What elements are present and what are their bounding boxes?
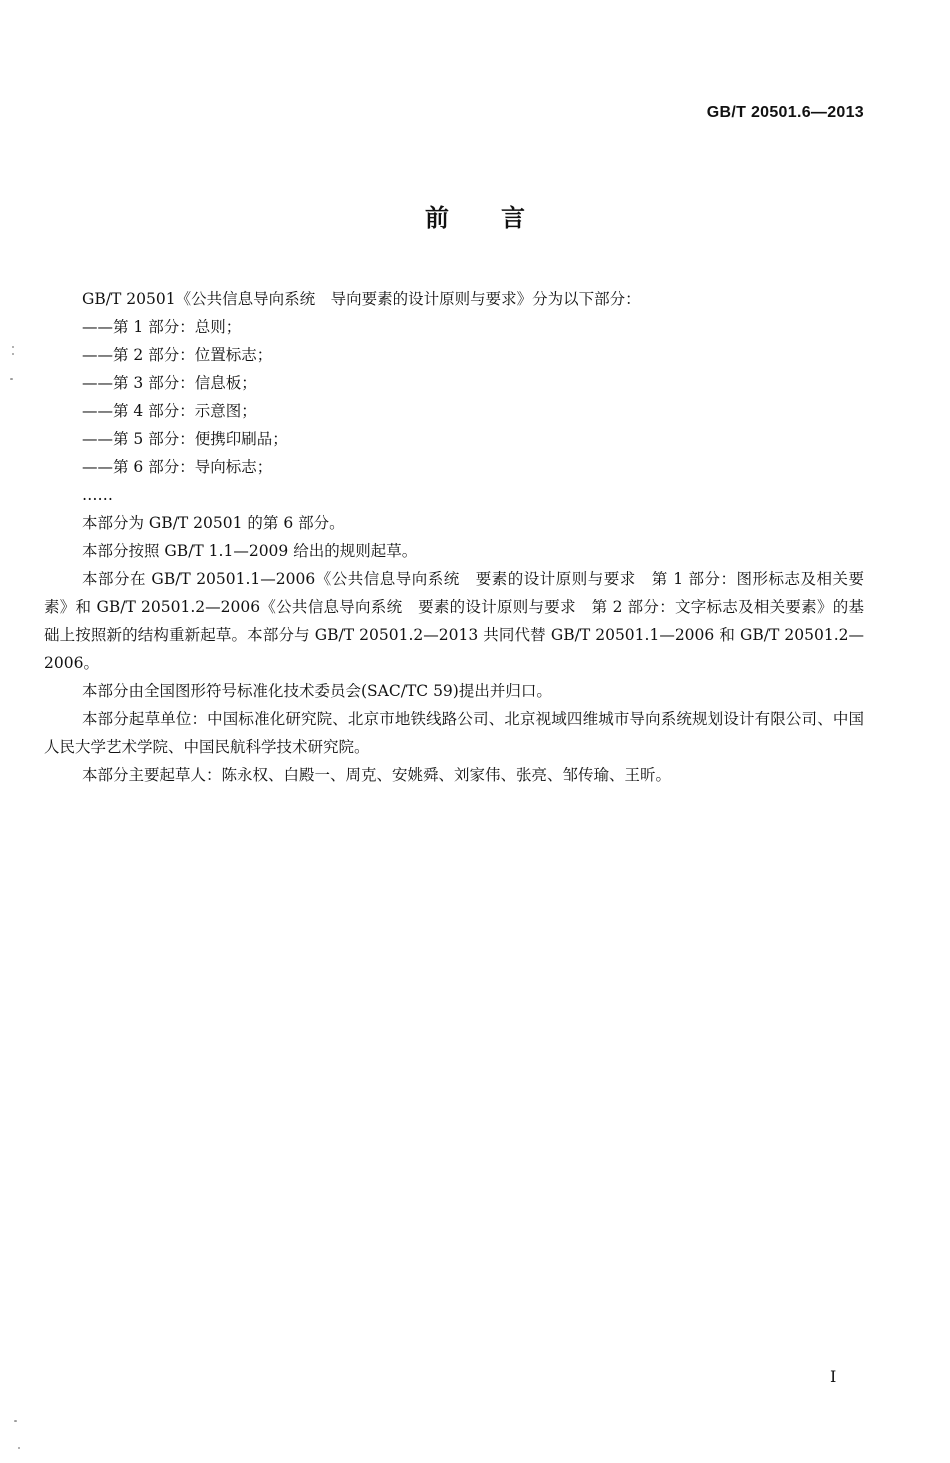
standard-code: GB/T 20501.6—2013	[706, 104, 864, 121]
scan-speck	[12, 346, 14, 348]
scan-speck	[12, 353, 14, 355]
foreword-body	[44, 285, 864, 789]
part-list-item: ——第 3 部分：信息板；	[82, 374, 257, 392]
paragraph-drafters: 本部分主要起草人：陈永权、白殿一、周克、安姚舜、刘家伟、张亮、邹传瑜、王昕。	[82, 766, 672, 784]
paragraph-replacement: 本部分在 GB/T 20501.1—2006《公共信息导向系统 要素的设计原则与要求 第 1 部分：图形标志及相关要素》和 GB/T 20501.2—2006《公共信息导向系统 要素的设计原则与要求 第 2 部分：文字标志及相关要素》的基础上按照新的结构重新起草。本部分与 GB/T 20501.2—2013 共同代替 GB/T 20501.1—2006 和 GB/T 20501.2—2006。	[44, 570, 864, 672]
page-title	[0, 198, 950, 233]
scan-speck	[18, 1447, 20, 1449]
scan-speck	[10, 378, 13, 380]
paragraph-part-number: 本部分为 GB/T 20501 的第 6 部分。	[82, 514, 345, 532]
title-char-2: 言	[501, 204, 525, 232]
paragraph-drafting-rules: 本部分按照 GB/T 1.1—2009 给出的规则起草。	[82, 542, 418, 560]
part-list-item: ——第 2 部分：位置标志；	[82, 346, 273, 364]
part-list-item: ——第 5 部分：便携印刷品；	[82, 430, 288, 448]
part-list-item: ——第 4 部分：示意图；	[82, 402, 257, 420]
paragraph-committee: 本部分由全国图形符号标准化技术委员会(SAC/TC 59)提出并归口。	[82, 682, 552, 700]
page-number: I	[830, 1367, 837, 1386]
scan-speck	[14, 1420, 17, 1422]
part-list-item: ——第 1 部分：总则；	[82, 318, 242, 336]
intro-paragraph: GB/T 20501《公共信息导向系统 导向要素的设计原则与要求》分为以下部分：	[82, 290, 641, 308]
title-char-1: 前	[425, 204, 449, 232]
part-list-item: ——第 6 部分：导向标志；	[82, 458, 273, 476]
part-list-ellipsis: ……	[82, 486, 113, 504]
paragraph-drafting-units: 本部分起草单位：中国标准化研究院、北京市地铁线路公司、北京视域四维城市导向系统规划设计有限公司、中国人民大学艺术学院、中国民航科学技术研究院。	[44, 710, 864, 756]
